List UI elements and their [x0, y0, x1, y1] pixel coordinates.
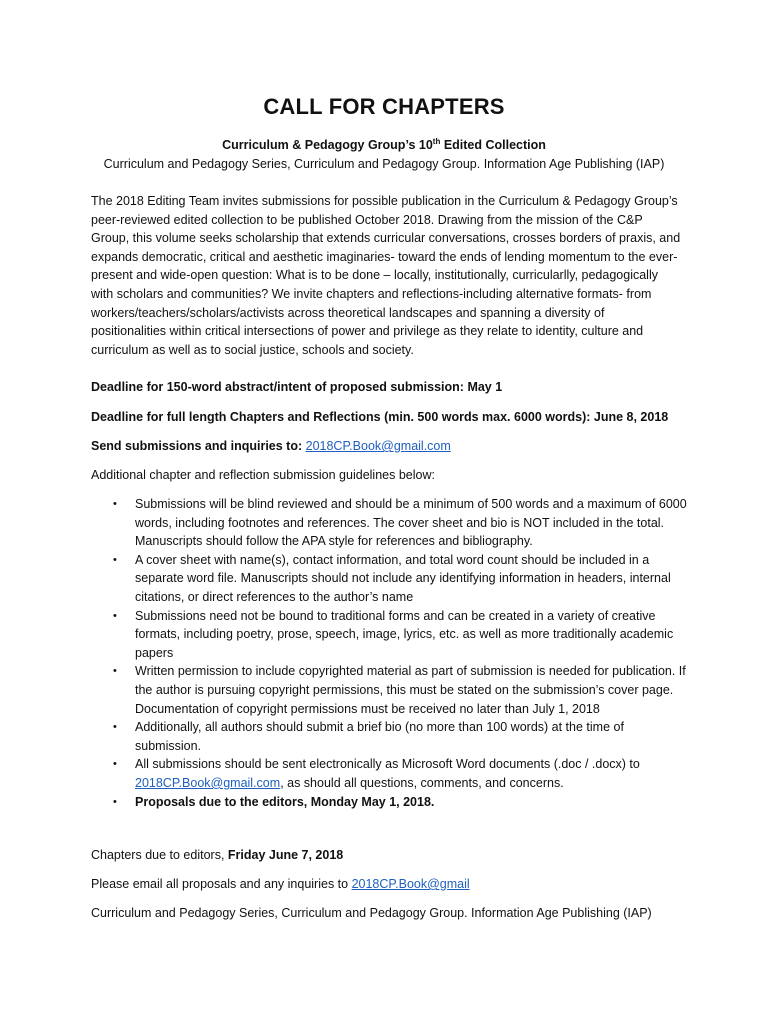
page-title: CALL FOR CHAPTERS: [263, 94, 505, 119]
deadline-abstract: Deadline for 150-word abstract/intent of proposed submission: May 1: [91, 380, 503, 394]
list-item-text-post: , as should all questions, comments, and concerns.: [280, 775, 564, 790]
list-item-text: Submissions need not be bound to traditional forms and can be created in a variety of creative formats, including poetry, prose, speech, image, lyrics, etc. as well as more traditionally academic papers: [135, 608, 674, 660]
email-link[interactable]: 2018CP.Book@gmail.com: [305, 439, 451, 453]
bullet-glyph: •: [113, 795, 117, 808]
list-item: [91, 495, 691, 551]
chapters-due-date: Friday June 7, 2018: [227, 848, 344, 862]
list-item-text-pre: All submissions should be sent electronically as Microsoft Word documents (.doc / .docx) to: [135, 757, 640, 772]
send-label: Send submissions and inquiries to:: [91, 439, 306, 453]
list-item: [91, 718, 691, 755]
list-item: [91, 793, 691, 812]
list-item: [91, 755, 691, 792]
send-submissions-line: [91, 437, 691, 455]
footer-series-line: Curriculum and Pedagogy Series, Curriculum and Pedagogy Group. Information Age Publishing (IAP): [91, 906, 652, 920]
list-item-text: Written permission to include copyrighted material as part of submission is needed for publication. If the author is pursuing copyright permissions, this must be stated on the submission’s cover page. Documentation of copyright permissions must be received no later than July 1, 2018: [135, 664, 686, 716]
list-item: [91, 551, 691, 607]
list-item-text: Submissions will be blind reviewed and should be a minimum of 500 words and a maximum of 6000 words, including footnotes and references. The cover sheet and bio is NOT included in the total. Manuscripts should follow the APA style for references and bibliography.: [135, 497, 687, 549]
chapters-due-label: Chapters due to editors,: [91, 848, 228, 862]
email-inquiries-label: Please email all proposals and any inquiries to: [91, 877, 352, 891]
intro-paragraph: The 2018 Editing Team invites submissions for possible publication in the Curriculum & Pedagogy Group’s peer-reviewed edited collection to be published October 2018. Drawing from the mission of the C&P Group, this volume seeks scholarship that extends curricular conversations, crosses borders of praxis, and expands democratic, critical and aesthetic imaginaries- toward the ends of lending momentum to the ever-present and wide-open question: What is to be done – locally, institutionally, curricularlly, pedagogically with scholars and communities? We invite chapters and reflections-including alternative formats- from workers/teachers/scholars/activists across theoretical landscapes and spanning a diversity of positionalities within critical intersections of power and privilege as they relate to identity, culture and curriculum as well as to social justice, schools and society.: [91, 194, 681, 357]
guidelines-heading: Additional chapter and reflection submission guidelines below:: [91, 468, 435, 482]
list-item-text: Proposals due to the editors, Monday May 1, 2018.: [135, 794, 435, 809]
email-inquiries-line: [91, 875, 691, 893]
bullet-glyph: •: [113, 758, 117, 771]
chapters-due-line: [91, 846, 691, 864]
series-line: Curriculum and Pedagogy Series, Curriculum and Pedagogy Group. Information Age Publishing (IAP): [103, 157, 665, 171]
bullet-glyph: •: [113, 721, 117, 734]
subtitle-superscript: th: [432, 137, 441, 146]
email-link[interactable]: 2018CP.Book@gmail.com: [135, 775, 281, 790]
subtitle-post: Edited Collection: [440, 138, 546, 152]
list-item: [91, 607, 691, 663]
list-item: [91, 662, 691, 718]
email-link[interactable]: 2018CP.Book@gmail: [351, 877, 470, 891]
collection-subtitle: [0, 136, 768, 154]
list-item-text: Additionally, all authors should submit a brief bio (no more than 100 words) at the time of submission.: [135, 720, 624, 753]
subtitle-pre: Curriculum & Pedagogy Group’s 10: [222, 138, 433, 152]
bullet-glyph: •: [113, 609, 117, 622]
guidelines-list: [91, 495, 691, 811]
deadline-full: Deadline for full length Chapters and Reflections (min. 500 words max. 6000 words): June 8, 2018: [91, 410, 669, 424]
bullet-glyph: •: [113, 553, 117, 566]
list-item-text: A cover sheet with name(s), contact information, and total word count should be included in a separate word file. Manuscripts should not include any identifying information in headers, internal citations, or direct references to the author’s name: [135, 552, 671, 604]
bullet-glyph: •: [113, 665, 117, 678]
bullet-glyph: •: [113, 498, 117, 510]
